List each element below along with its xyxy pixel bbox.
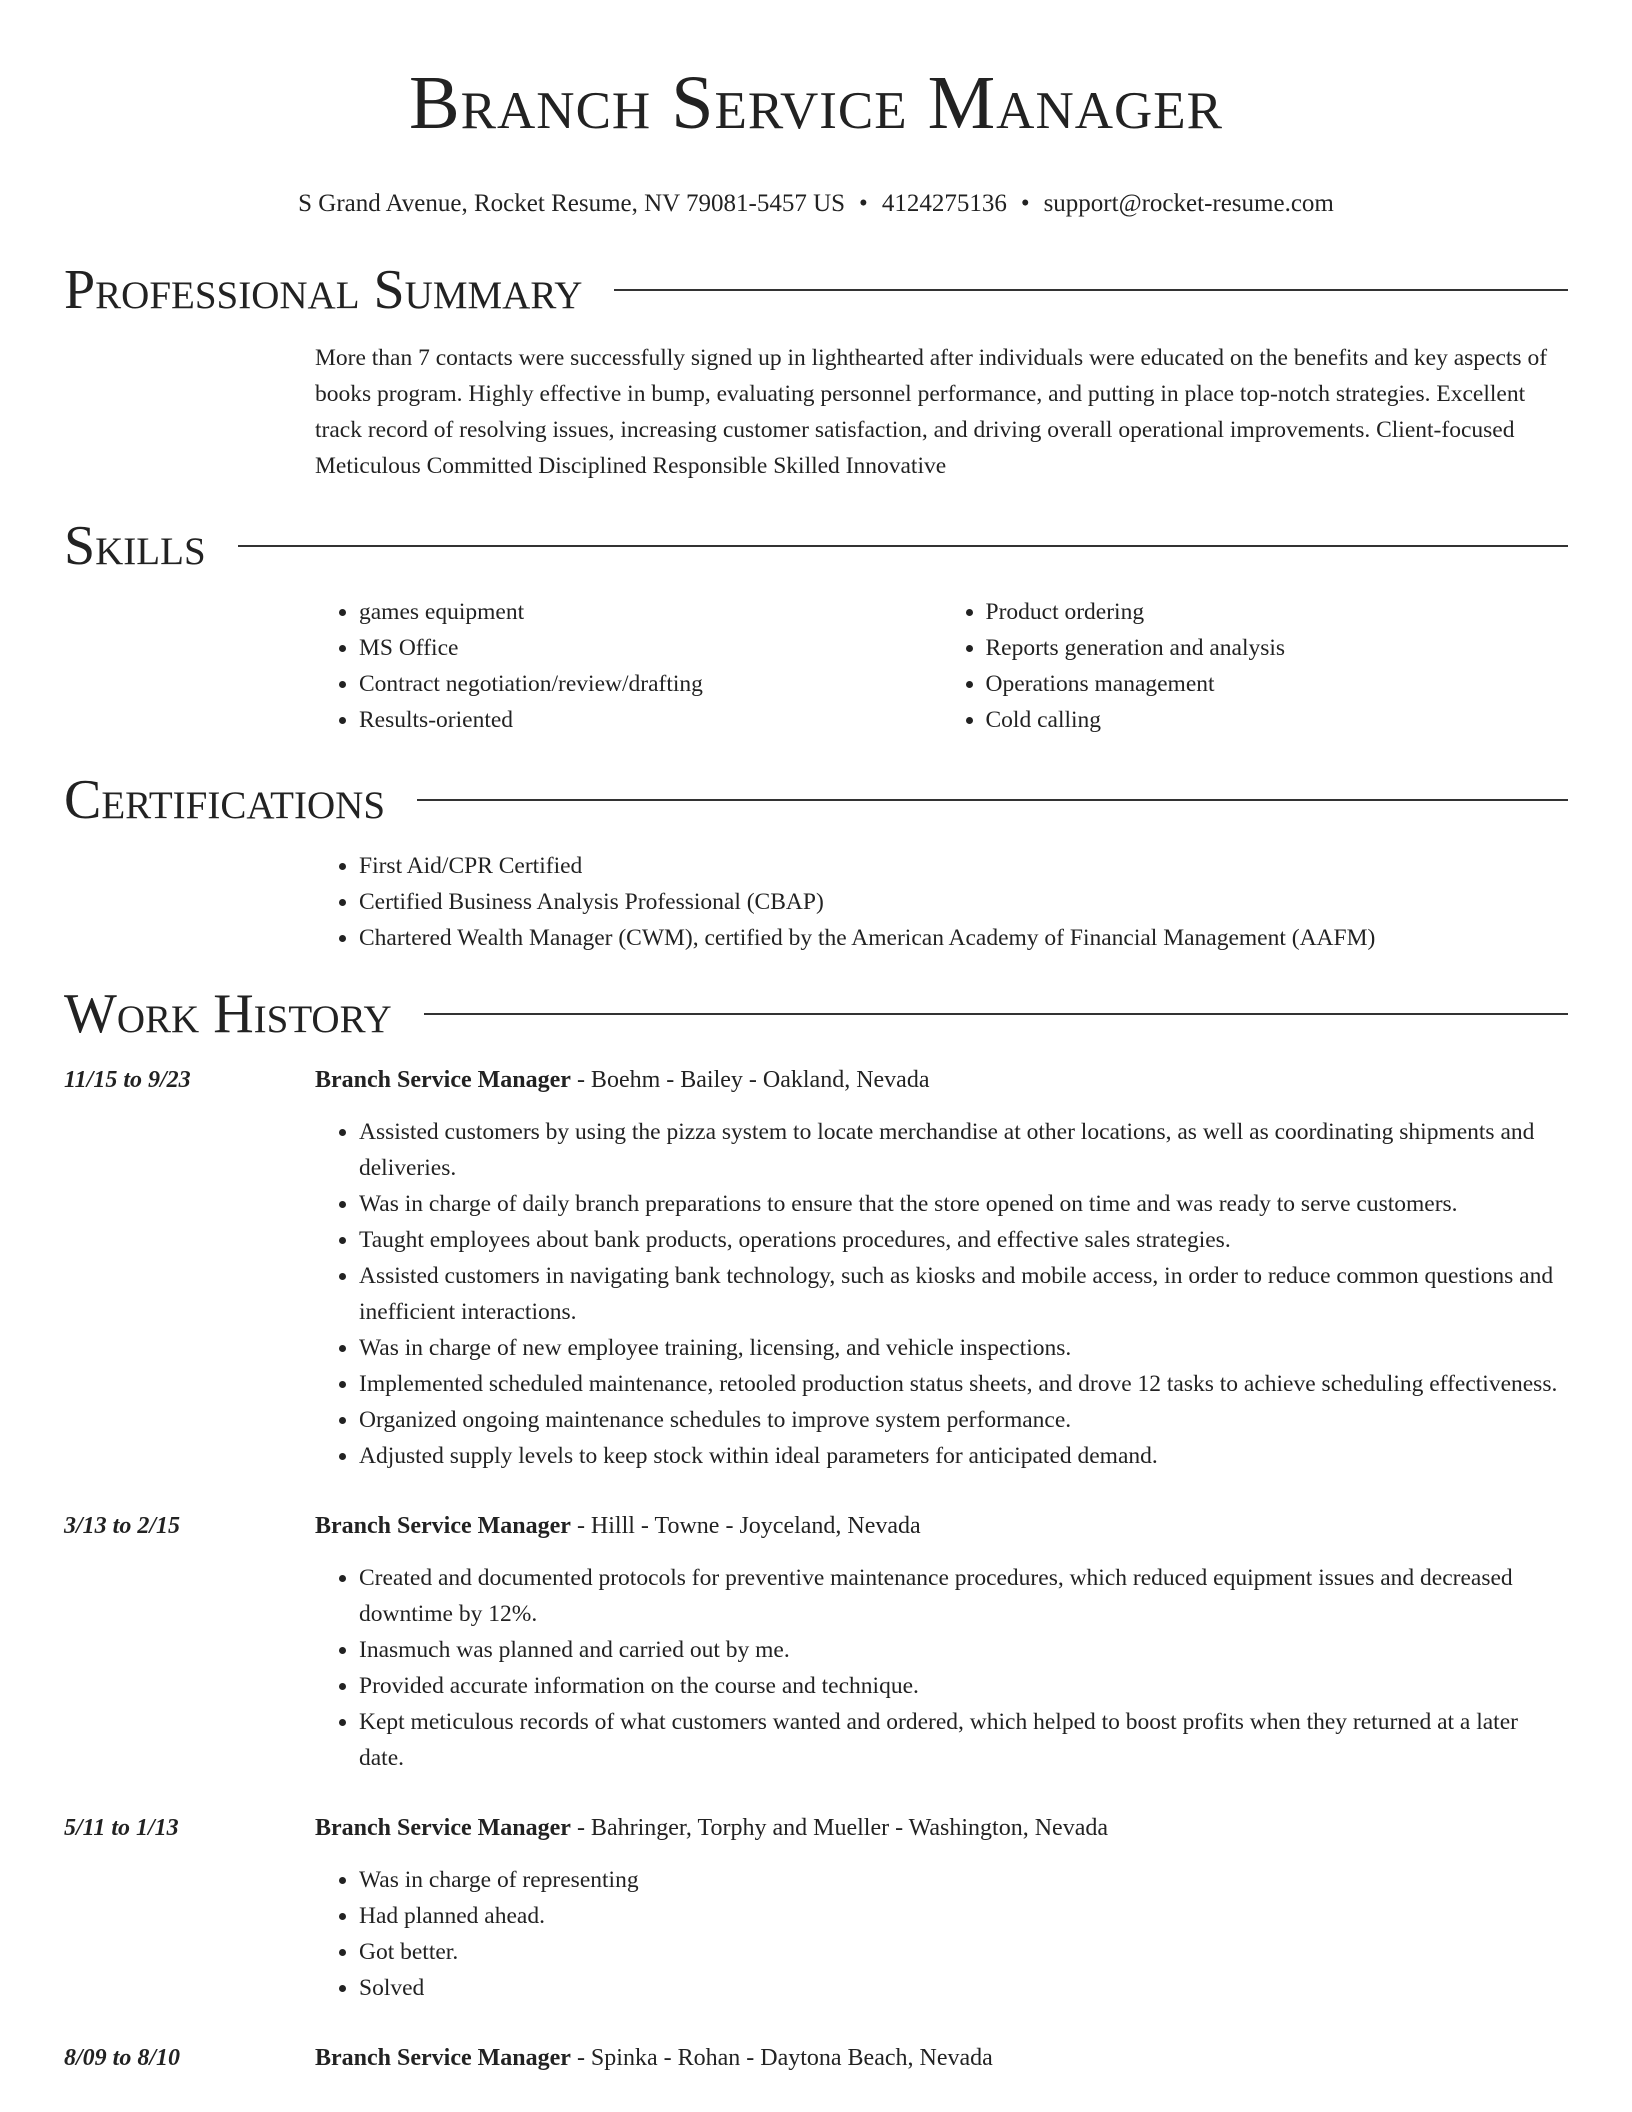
skill-item: • Cold calling <box>986 702 1569 738</box>
skills-column-left <box>315 594 942 738</box>
certifications-section-heading <box>64 769 1568 831</box>
certifications-list <box>315 848 1568 956</box>
job-bullet: • Inasmuch was planned and carried out by me. <box>359 1632 1568 1668</box>
job-bullet: • Was in charge of new employee training, licensing, and vehicle inspections. <box>359 1330 1568 1366</box>
summary-text: More than 7 contacts were successfully signed up in lighthearted after individuals were educated on the benefits and key aspects of books program. Highly effective in bump, evaluating personnel performance, and putting in place top-notch strategies. Excellent track record of resolving issues, increasing customer satisfaction, and driving overall operational improvements. Client-focused Meticulous Committed Disciplined Responsible Skilled Innovative <box>315 345 1548 479</box>
section-divider <box>614 289 1568 291</box>
contact-separator: • <box>1020 190 1030 217</box>
resume-name: Branch Service Manager <box>408 61 1224 145</box>
skills-list <box>315 594 1568 738</box>
job-title-line <box>315 2040 1568 2076</box>
job-employer: - Spinka - Rohan - Daytona Beach, Nevada <box>570 2045 993 2071</box>
contact-email: support@rocket-resume.com <box>1043 190 1334 217</box>
job-entry <box>64 2040 1568 2076</box>
job-bullet: • Taught employees about bank products, operations procedures, and effective sales strategies. <box>359 1222 1568 1258</box>
job-bullet: • Assisted customers in navigating bank technology, such as kiosks and mobile access, in order to reduce common questions and inefficient interactions. <box>359 1258 1568 1330</box>
job-entry <box>64 1810 1568 2006</box>
summary-heading: Professional Summary <box>64 259 583 321</box>
job-dates: 5/11 to 1/13 <box>64 1815 179 1841</box>
job-title: Branch Service Manager <box>315 1815 571 1841</box>
job-title-line <box>315 1508 1568 1544</box>
job-dates: 3/13 to 2/15 <box>64 1513 181 1539</box>
job-bullet: • Implemented scheduled maintenance, retooled production status sheets, and drove 12 tasks to achieve scheduling effectiveness. <box>359 1366 1568 1402</box>
section-divider <box>424 1013 1568 1015</box>
job-employer: - Boehm - Bailey - Oakland, Nevada <box>570 1067 930 1093</box>
skill-item: • Reports generation and analysis <box>986 630 1569 666</box>
section-divider <box>238 545 1568 547</box>
job-title: Branch Service Manager <box>315 1513 571 1539</box>
job-bullets <box>315 1560 1568 1776</box>
section-divider <box>417 799 1568 801</box>
job-bullet: • Provided accurate information on the course and technique. <box>359 1668 1568 1704</box>
skill-item: • MS Office <box>359 630 942 666</box>
job-bullets <box>315 1114 1568 1474</box>
job-title-line <box>315 1062 1568 1098</box>
job-employer: - Bahringer, Torphy and Mueller - Washington, Nevada <box>570 1815 1109 1841</box>
job-title: Branch Service Manager <box>315 1067 571 1093</box>
contact-separator: • <box>859 190 868 217</box>
skill-item: • Product ordering <box>986 594 1569 630</box>
work-history-section-heading <box>64 983 1568 1045</box>
job-bullet: • Got better. <box>359 1934 1568 1970</box>
summary-section-heading <box>64 259 1568 321</box>
job-bullet: • Was in charge of representing <box>359 1862 1568 1898</box>
certification-item: • First Aid/CPR Certified <box>359 848 1568 884</box>
job-title-line <box>315 1810 1568 1846</box>
job-entry <box>64 1062 1568 1474</box>
job-bullet: • Was in charge of daily branch preparations to ensure that the store opened on time and was ready to serve customers. <box>359 1186 1568 1222</box>
contact-phone: 4124275136 <box>881 190 1007 217</box>
skills-heading: Skills <box>64 515 206 577</box>
skills-column-right <box>942 594 1569 738</box>
job-entry <box>64 1508 1568 1776</box>
certification-item: • Certified Business Analysis Professional (CBAP) <box>359 884 1568 920</box>
certification-item: • Chartered Wealth Manager (CWM), certified by the American Academy of Financial Management (AAFM) <box>359 920 1568 956</box>
skill-item: • Results-oriented <box>359 702 942 738</box>
contact-address: S Grand Avenue, Rocket Resume, NV 79081-5457 US <box>298 190 846 217</box>
job-bullets <box>315 1862 1568 2006</box>
job-bullet: • Adjusted supply levels to keep stock within ideal parameters for anticipated demand. <box>359 1438 1568 1474</box>
skill-item: • Operations management <box>986 666 1569 702</box>
job-title: Branch Service Manager <box>315 2045 571 2071</box>
skill-item: • games equipment <box>359 594 942 630</box>
job-bullet: • Organized ongoing maintenance schedules to improve system performance. <box>359 1402 1568 1438</box>
job-bullet: • Kept meticulous records of what customers wanted and ordered, which helped to boost profits when they returned at a later date. <box>359 1704 1568 1776</box>
certifications-heading: Certifications <box>64 769 386 831</box>
job-employer: - Hilll - Towne - Joyceland, Nevada <box>570 1513 921 1539</box>
job-bullet: • Had planned ahead. <box>359 1898 1568 1934</box>
work-history-heading: Work History <box>64 983 392 1045</box>
contact-line <box>64 188 1568 220</box>
job-bullet: • Solved <box>359 1970 1568 2006</box>
summary-section <box>315 340 1568 484</box>
skills-section-heading <box>64 515 1568 577</box>
job-bullet: • Assisted customers by using the pizza system to locate merchandise at other locations, as well as coordinating shipments and deliveries. <box>359 1114 1568 1186</box>
job-dates: 11/15 to 9/23 <box>64 1067 191 1093</box>
skill-item: • Contract negotiation/review/drafting <box>359 666 942 702</box>
job-dates: 8/09 to 8/10 <box>64 2045 181 2071</box>
job-bullet: • Created and documented protocols for preventive maintenance procedures, which reduced equipment issues and decreased downtime by 12%. <box>359 1560 1568 1632</box>
